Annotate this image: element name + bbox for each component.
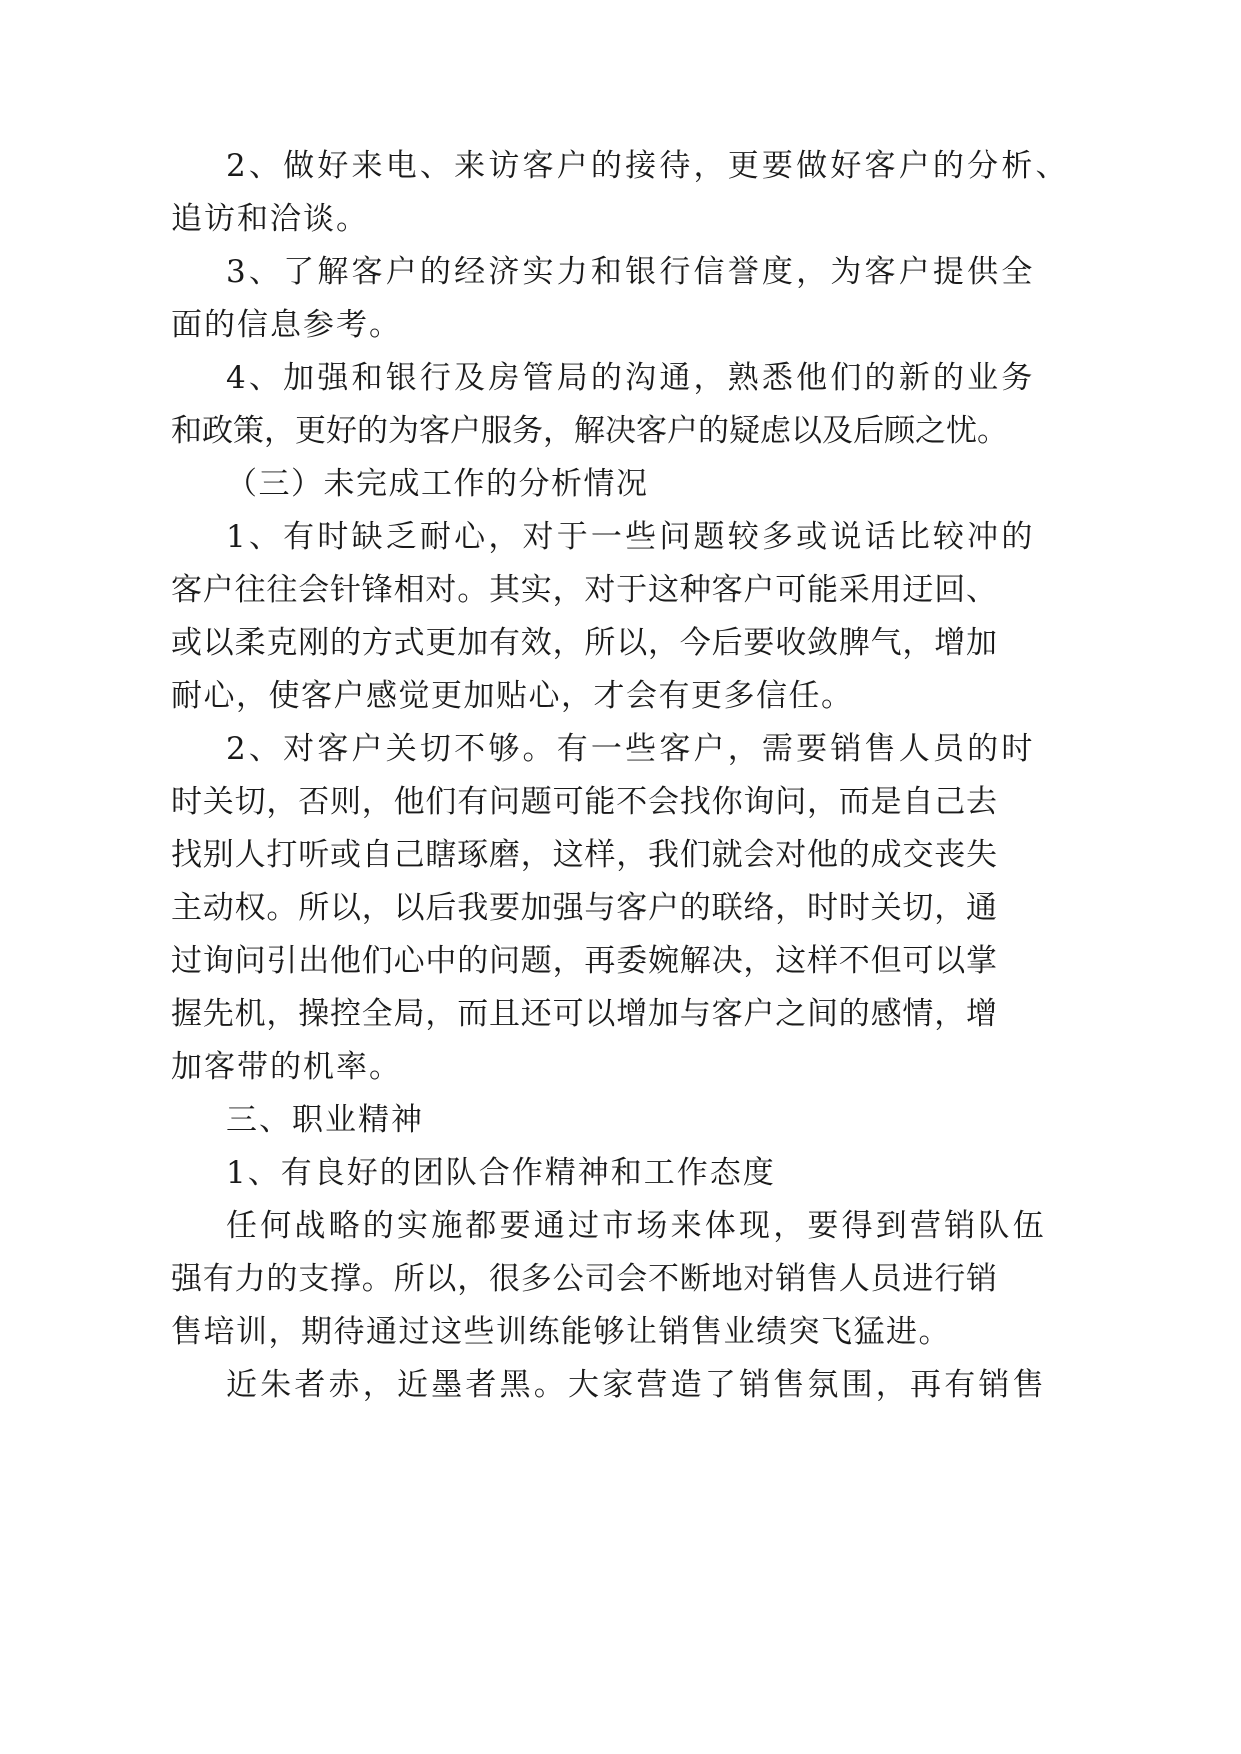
text-line: 2、对客户关切不够。有一些客户，需要销售人员的时 [226, 731, 1036, 767]
text-line: 耐心，使客户感觉更加贴心，才会有更多信任。 [171, 678, 854, 714]
text-line: 面的信息参考。 [171, 307, 402, 343]
text-line: 近朱者赤，近墨者黑。大家营造了销售氛围，再有销售 [226, 1367, 1047, 1403]
text-line: 主动权。所以，以后我要加强与客户的联络，时时关切，通 [171, 890, 998, 926]
text-line: 握先机，操控全局，而且还可以增加与客户之间的感情，增 [171, 996, 998, 1032]
section-heading: 三、职业精神 [226, 1102, 424, 1138]
text-line: 或以柔克刚的方式更加有效，所以，今后要收敛脾气，增加 [171, 625, 998, 661]
subsection-heading: 1、有良好的团队合作精神和工作态度 [226, 1155, 776, 1191]
text-line: 售培训，期待通过这些训练能够让销售业绩突飞猛进。 [171, 1314, 951, 1350]
section-heading: （三）未完成工作的分析情况 [226, 466, 649, 502]
text-line: 3、了解客户的经济实力和银行信誉度，为客户提供全 [226, 254, 1036, 290]
text-line: 找别人打听或自己瞎琢磨，这样，我们就会对他的成交丧失 [171, 837, 998, 873]
text-line: 过询问引出他们心中的问题，再委婉解决，这样不但可以掌 [171, 943, 998, 979]
text-line: 1、有时缺乏耐心，对于一些问题较多或说话比较冲的 [226, 519, 1036, 555]
text-line: 4、加强和银行及房管局的沟通，熟悉他们的新的业务 [226, 360, 1036, 396]
text-line: 强有力的支撑。所以，很多公司会不断地对销售人员进行销 [171, 1261, 998, 1297]
text-line: 和政策，更好的为客户服务，解决客户的疑虑以及后顾之忧。 [171, 413, 1008, 449]
text-line: 加客带的机率。 [171, 1049, 402, 1085]
text-line: 2、做好来电、来访客户的接待，更要做好客户的分析、 [226, 148, 1070, 184]
text-line: 追访和洽谈。 [171, 201, 369, 237]
text-line: 时关切，否则，他们有问题可能不会找你询问，而是自己去 [171, 784, 998, 820]
text-line: 客户往往会针锋相对。其实，对于这种客户可能采用迂回、 [171, 572, 998, 608]
text-line: 任何战略的实施都要通过市场来体现，要得到营销队伍 [226, 1208, 1047, 1244]
